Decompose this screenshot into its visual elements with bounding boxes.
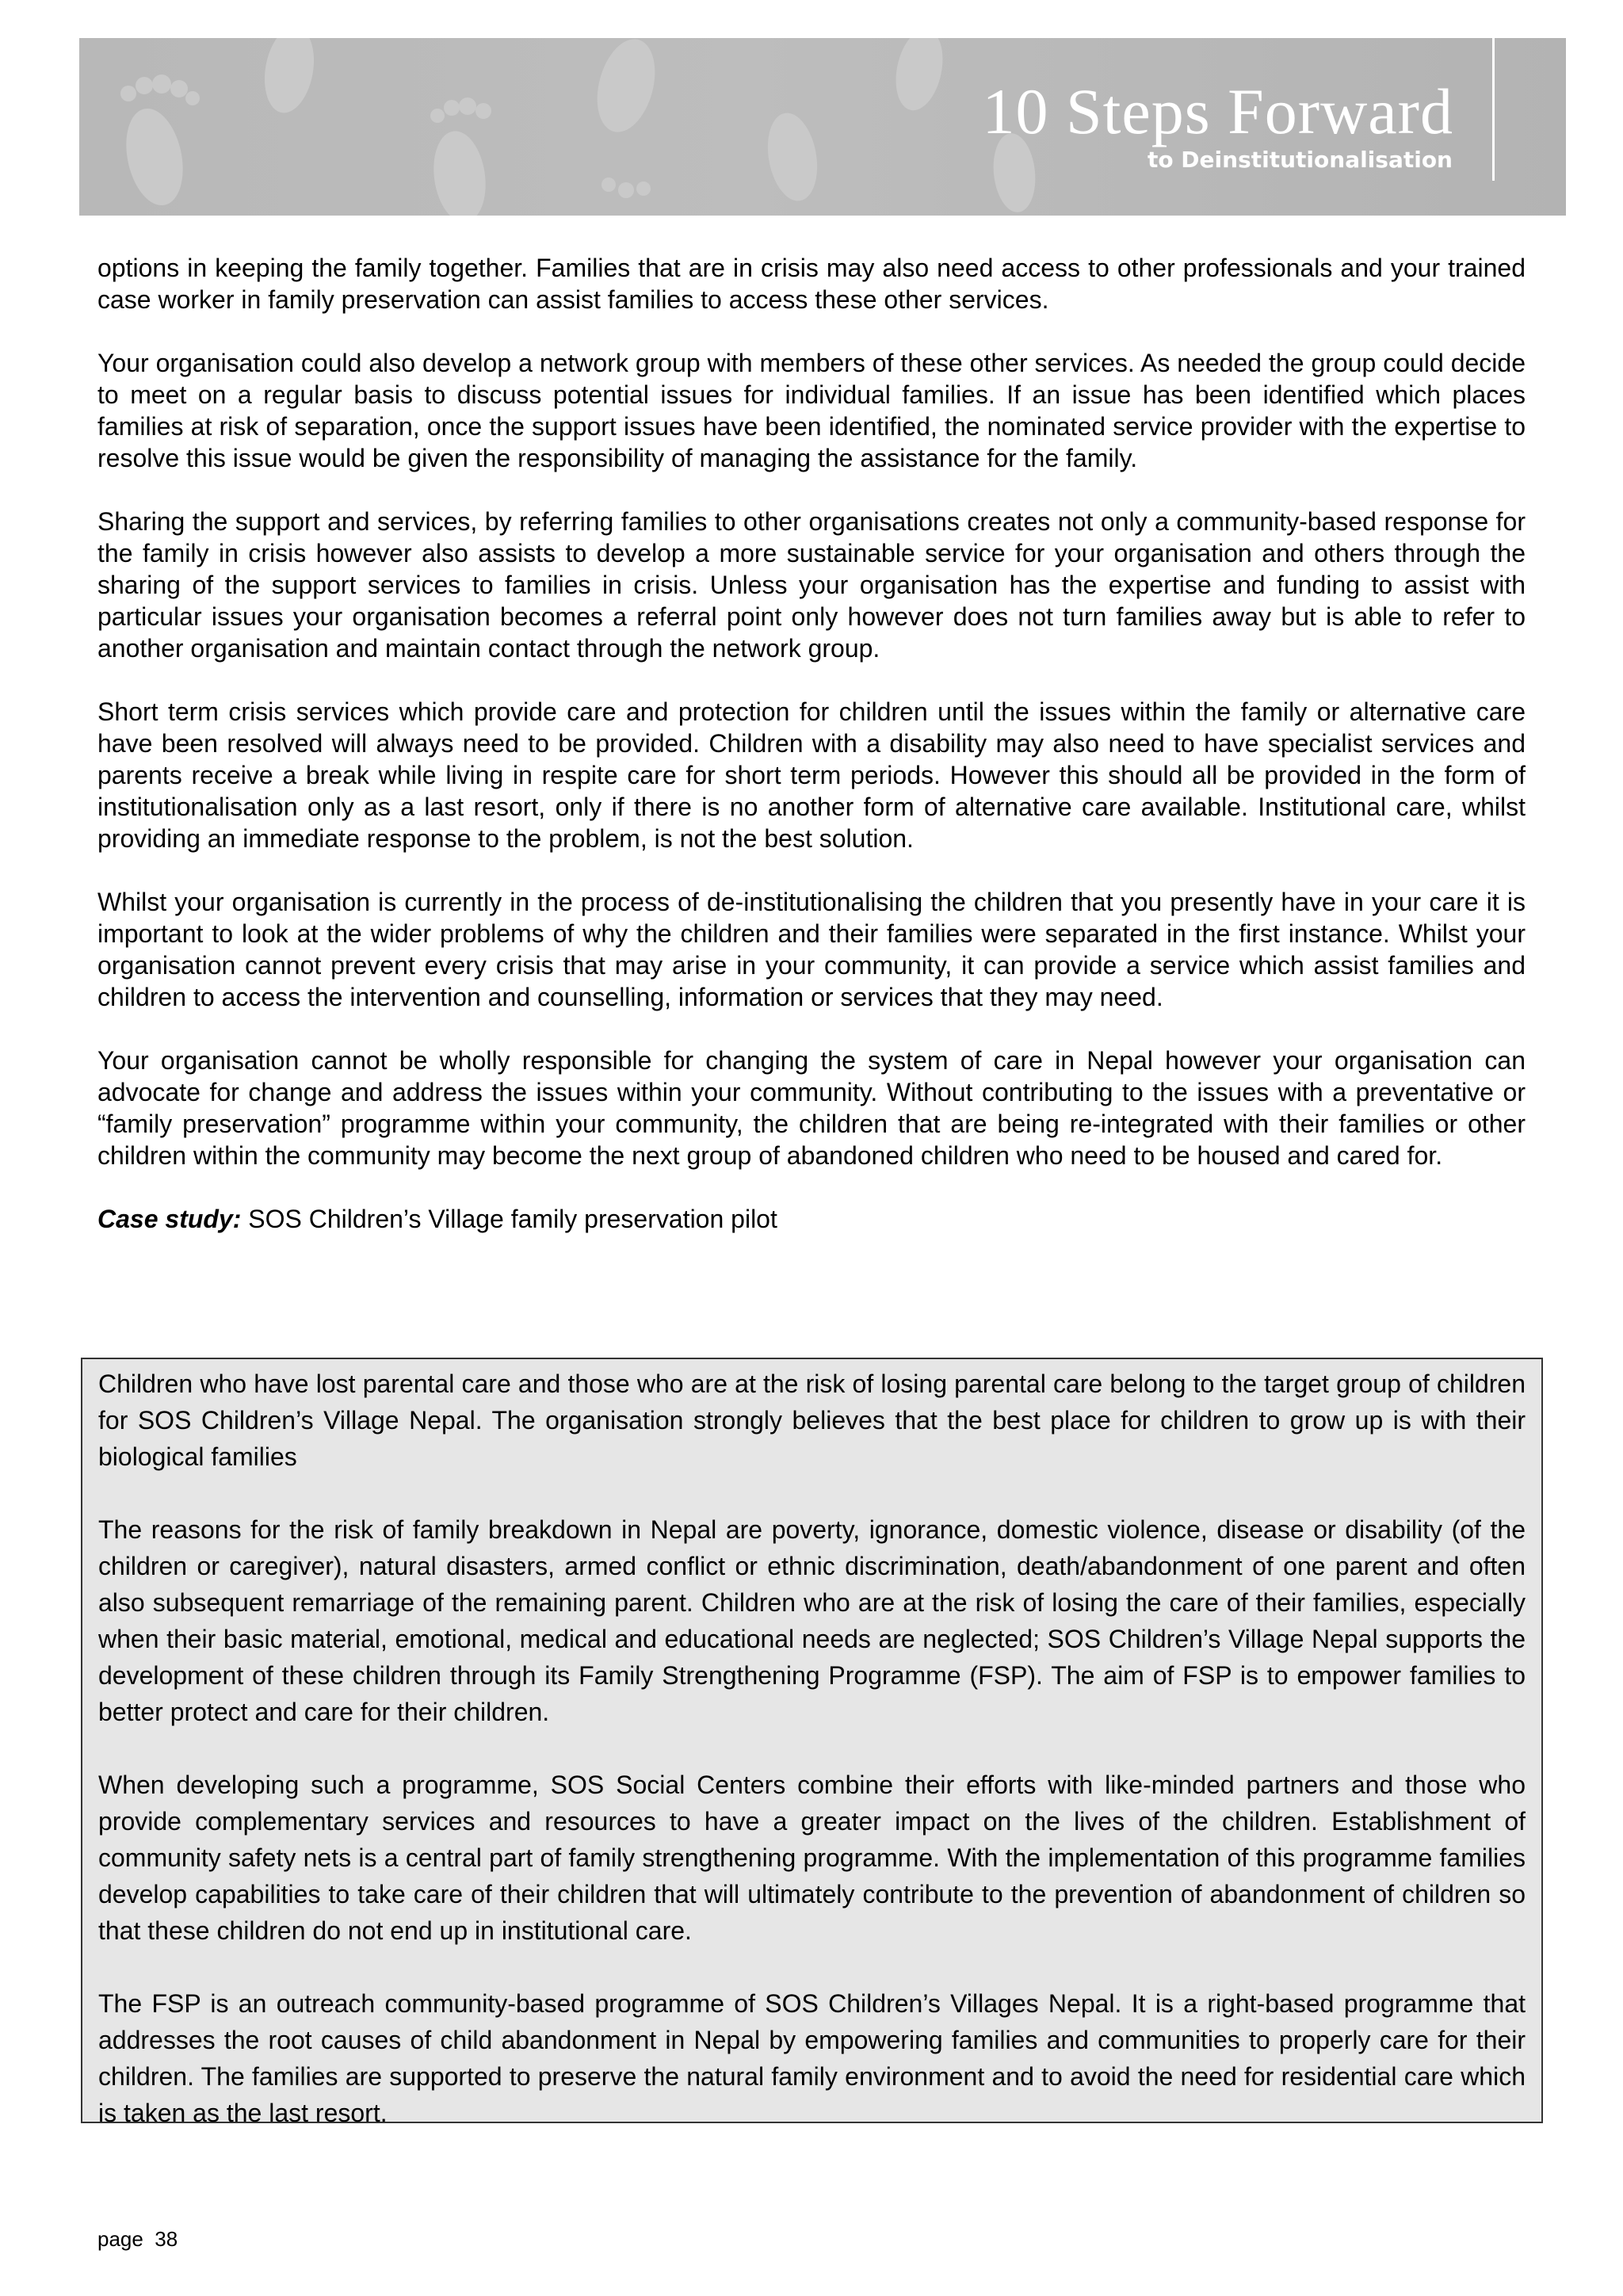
case-study-paragraph: Children who have lost parental care and those who are at the risk of losing parental care belong to the target group of children for SOS Children’s Village Nepal. The organisation strongly believes that the best place for children to grow up is with their biological families — [98, 1370, 1526, 1471]
case-study-colon: : — [232, 1205, 242, 1233]
case-study-paragraph: The reasons for the risk of family breakdown in Nepal are poverty, ignorance, domestic violence, disease or disability (of the children or caregiver), natural disasters, armed conflict or ethnic discrimination, death/abandonment of one parent and often also subsequent remarriage of the remaining parent. Children who are at the risk of losing the care of their families, especially when their basic material, emotional, medical and educational needs are neglected; SOS Children’s Village Nepal supports the development of these children through its Family Strengthening Programme (FSP). The aim of FSP is to empower families to better protect and care for their children. — [98, 1515, 1526, 1726]
case-study-label-text: Case study — [97, 1205, 233, 1233]
body-paragraph: Your organisation could also develop a network group with members of these other services. As needed the group could decide to meet on a regular basis to discuss potential issues for individual families. If an issue has been identified which places families at risk of separation, once the support issues have been identified, the nominated service provider with the expertise to resolve this issue would be given the responsibility of managing the assistance for the family. — [97, 349, 1526, 472]
banner-subtitle: to Deinstitutionalisation — [1147, 147, 1453, 173]
case-study-box — [81, 1358, 1543, 2127]
case-study-title: SOS Children’s Village family preservation pilot — [241, 1205, 777, 1233]
banner-divider — [1492, 38, 1495, 181]
body-paragraph: options in keeping the family together. Families that are in crisis may also need access to other professionals and your trained case worker in family preservation can assist families to access these other services. — [97, 254, 1526, 314]
header-banner — [79, 38, 1566, 216]
banner-title: 10 Steps Forward — [982, 75, 1453, 147]
case-study-label — [97, 1205, 241, 1233]
body-paragraph: Your organisation cannot be wholly responsible for changing the system of care in Nepal however your organisation can advocate for change and address the issues within your community. Without contributing to the issues with a preventative or “family preservation” programme within your community, the children that are being re-integrated with their families or other children within the community may become the next group of abandoned children who need to be housed and cared for. — [97, 1046, 1526, 1170]
body-text — [97, 252, 1526, 1266]
body-paragraph: Whilst your organisation is currently in the process of de-institutionalising the children that you presently have in your care it is important to look at the wider problems of why the children and their families were separated in the first instance. Whilst your organisation cannot prevent every crisis that may arise in your community, it can provide a service which assist families and children to access the intervention and counselling, information or services that they may need. — [97, 888, 1526, 1011]
body-paragraph: Sharing the support and services, by referring families to other organisations creates not only a community-based response for the family in crisis however also assists to develop a more sustainable service for your organisation and others through the sharing of the support services to families in crisis. Unless your organisation has the expertise and funding to assist with particular issues your organisation becomes a referral point only however does not turn families away but is able to refer to another organisation and maintain contact through the network group. — [97, 507, 1526, 663]
body-paragraph: Short term crisis services which provide care and protection for children until the issues within the family or alternative care have been resolved will always need to be provided. Children with a disability may also need to have specialist services and parents receive a break while living in respite care for short term periods. However this should all be provided in the form of institutionalisation only as a last resort, only if there is no another form of alternative care available. Institutional care, whilst providing an immediate response to the problem, is not the best solution. — [97, 697, 1526, 853]
case-study-paragraph: When developing such a programme, SOS Social Centers combine their efforts with like-minded partners and those who provide complementary services and resources to have a greater impact on the lives of the children. Establishment of community safety nets is a central part of family strengthening programme. With the implementation of this programme families develop capabilities to take care of their children that will ultimately contribute to the prevention of abandonment of children so that these children do not end up in institutional care. — [98, 1771, 1526, 1945]
page-number: page 38 — [97, 2227, 178, 2251]
case-study-paragraph: The FSP is an outreach community-based programme of SOS Children’s Villages Nepal. It is a right-based programme that addresses the root causes of child abandonment in Nepal by empowering families and communities to properly care for their children. The families are supported to preserve the natural family environment and to avoid the need for residential care which is taken as the last resort. — [98, 1989, 1526, 2127]
case-study-caption — [97, 1203, 1526, 1235]
